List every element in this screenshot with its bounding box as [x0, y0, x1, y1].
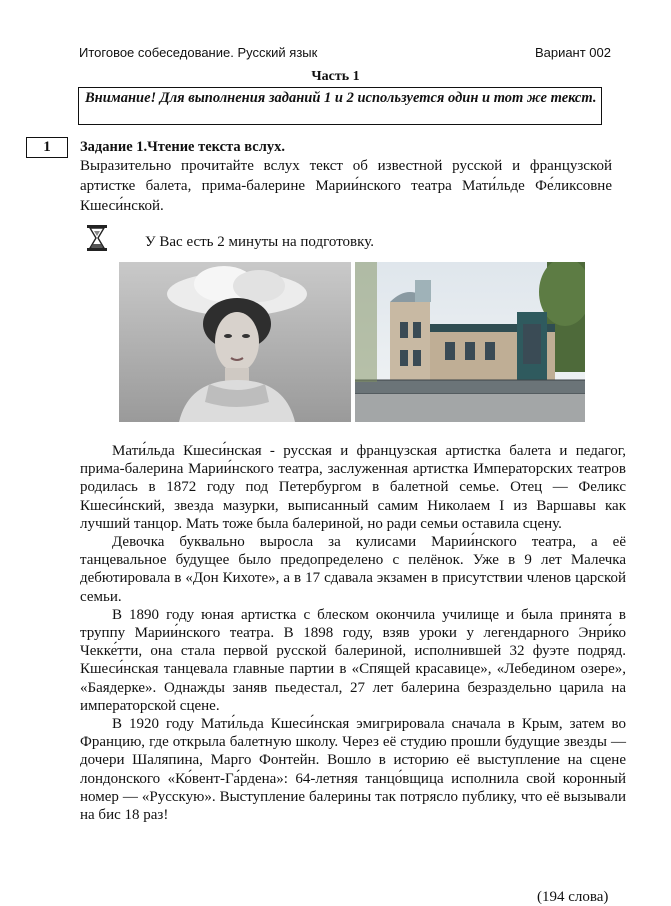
page-header [79, 45, 611, 63]
part-title: Часть 1 [311, 69, 360, 84]
preparation-time-note: У Вас есть 2 минуты на подготовку. [145, 234, 374, 250]
reading-text [80, 442, 626, 824]
hourglass-icon [86, 224, 108, 252]
mansion-photo [355, 262, 585, 422]
exam-title: Итоговое собеседование. Русский язык [79, 45, 318, 60]
word-count: (194 слова) [537, 889, 609, 905]
task-instruction: Выразительно прочитайте вслух текст об известной русской и французской артистке балета, прима-балерине Марии́нского театра Мати́льде Фе́ликсовне Кшеси́нской. [80, 158, 612, 214]
portrait-photo [119, 262, 351, 422]
paragraph-2: Девочка буквально выросла за кулисами Марии́нского театра, а её танцевальное будущее было предопределено с пелёнок. Уже в 9 лет Малечка дебютировала в «Дон Кихоте», а в 17 сдавала экзамен в присутствии членов царской семьи. [80, 534, 626, 605]
task-title: Задание 1.Чтение текста вслух. [80, 139, 285, 155]
paragraph-1: Мати́льда Кшеси́нская - русская и французская артистка балета и педагог, прима-балерина Марии́нского театра, заслуженная артистка Императорских театров родилась в 1872 году под Петербургом в балетной семье. Отец — Феликс Кшеси́нский, звезда мазурки, выписанный самим Николаем I из Варшавы как лучший танцор. Мать тоже была балериной, но ради семьи оставила сцену. [80, 443, 626, 532]
variant-label: Вариант 002 [534, 45, 611, 60]
task-number-box: 1 [26, 137, 68, 158]
paragraph-4: В 1920 году Мати́льда Кшеси́нская эмигрировала сначала в Крым, затем во Францию, где открыла балетную школу. Через её студию прошли будущие звезды — дочери Шаляпина, Марго Фонтейн. Вошло в историю её выступление на сцене лондонского «Ко́вент-Га́рдена»: 64-летняя танцо́вщица исполнила свой коронный номер — «Русскую». Выступление балерины так потрясло публику, что её вызывали на бис 18 раз! [80, 716, 626, 824]
paragraph-3: В 1890 году юная артистка с блеском окончила училище и была принята в труппу Марии́нского театра. В 1898 году, взяв уроки у легендарного Энри́ко Чекке́тти, она стала первой русской балериной, исполнившей 32 фуэте подряд. Кшеси́нская танцевала главные партии в «Спящей красавице», «Лебедином озере», «Баядерке». Однажды заняв пьедестал, 27 лет балерина безраздельно царила на императорской сцене. [80, 606, 626, 714]
attention-notice: Внимание! Для выполнения заданий 1 и 2 используется один и тот же текст. [78, 87, 602, 125]
